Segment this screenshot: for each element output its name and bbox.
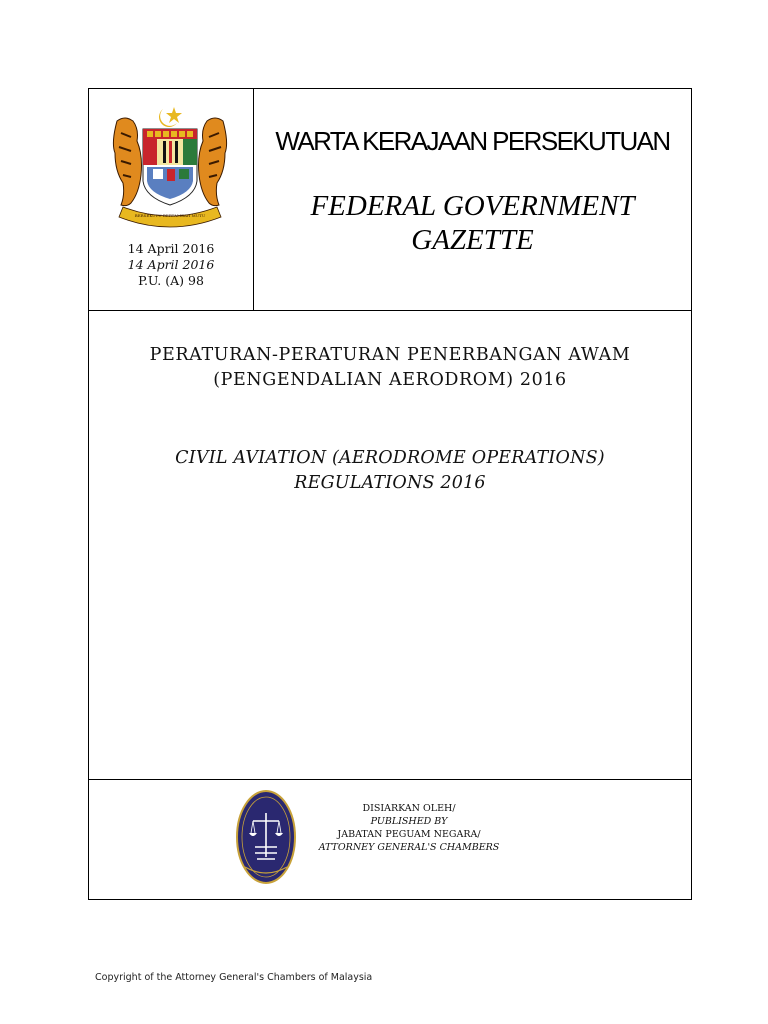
gazette-cover-frame	[88, 88, 692, 900]
published-by-english: PUBLISHED BY	[370, 816, 448, 827]
publisher-block	[289, 802, 529, 854]
gazette-title-english-line2: GAZETTE	[411, 224, 534, 256]
svg-text:BERSEKUTU BERTAMBAH MUTU: BERSEKUTU BERTAMBAH MUTU	[134, 213, 206, 218]
header-row	[89, 89, 691, 311]
regulation-title-malay-line1: PERATURAN-PERATURAN PENERBANGAN AWAM	[149, 345, 631, 365]
published-by-malay: DISIARKAN OLEH/	[362, 803, 456, 814]
regulation-title-row	[89, 311, 691, 780]
publisher-name-english: ATTORNEY GENERAL'S CHAMBERS	[318, 842, 500, 853]
regulation-title-english	[89, 446, 691, 496]
pu-reference: P.U. (A) 98	[138, 273, 204, 288]
gazette-title-english	[254, 189, 691, 257]
publisher-name-malay: JABATAN PEGUAM NEGARA/	[337, 829, 481, 840]
gazette-title-malay: WARTA KERAJAAN PERSEKUTUAN	[275, 126, 670, 156]
copyright-notice: Copyright of the Attorney General's Chambers of Malaysia	[95, 972, 373, 983]
malaysia-coat-of-arms-icon	[107, 103, 233, 231]
regulation-title-english-line1: CIVIL AVIATION (AERODROME OPERATIONS)	[175, 448, 605, 468]
gazette-title-english-line1: FEDERAL GOVERNMENT	[310, 190, 635, 222]
publisher-row	[89, 780, 691, 899]
regulation-title-malay-line2: (PENGENDALIAN AERODROM) 2016	[213, 370, 567, 390]
regulation-title-english-line2: REGULATIONS 2016	[294, 473, 486, 493]
issue-date-block	[89, 241, 253, 289]
crest-cell	[89, 89, 254, 310]
attorney-general-chambers-emblem-icon	[235, 789, 297, 885]
date-malay: 14 April 2016	[127, 241, 215, 256]
regulation-title-malay	[89, 343, 691, 393]
date-english: 14 April 2016	[127, 257, 215, 272]
title-cell	[254, 89, 691, 310]
